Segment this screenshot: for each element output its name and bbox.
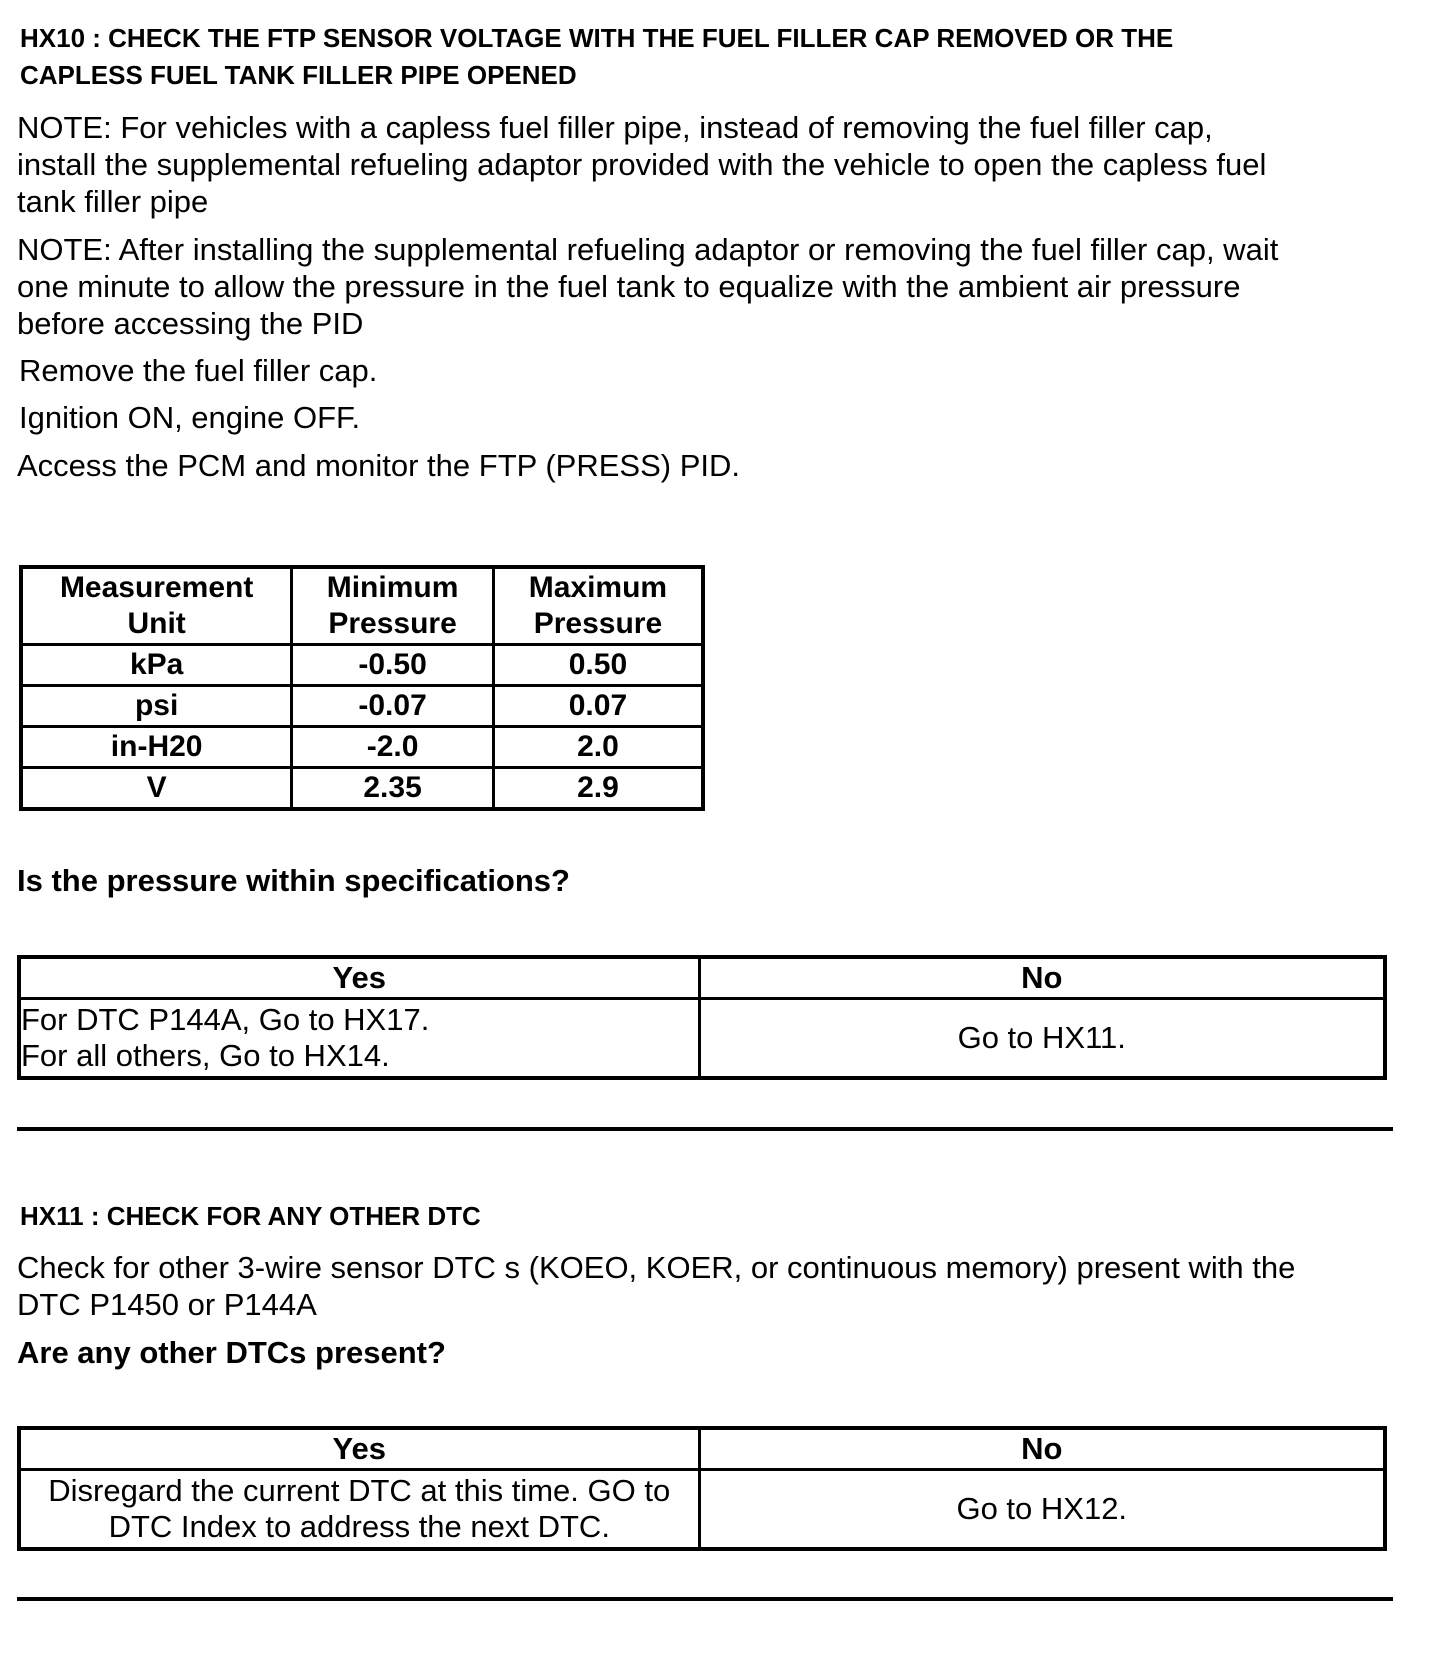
hx10-heading-line-1: HX10 : CHECK THE FTP SENSOR VOLTAGE WITH THE FUEL FILLER CAP REMOVED OR THE [20,23,1174,53]
hx10-step-access-pcm: Access the PCM and monitor the FTP (PRESS) PID. [17,448,741,483]
spec-unit-cell: V [21,768,292,810]
spec-max-cell: 2.0 [493,727,703,768]
yes-line: Disregard the current DTC at this time. GO to [48,1473,671,1508]
spec-min-cell: -0.07 [292,686,494,727]
hx11-body [17,1249,1295,1323]
spec-header-min [292,567,494,645]
hx10-note1-line: tank filler pipe [17,184,209,219]
section-divider [17,1597,1393,1601]
hx11-body-line: Check for other 3-wire sensor DTC s (KOEO, KOER, or continuous memory) present with the [17,1250,1296,1285]
pressure-spec-table [19,565,705,811]
spec-header-text: Measurement [59,571,254,604]
yes-line: For DTC P144A, Go to HX17. [21,1002,430,1037]
decision-row [19,1470,1385,1550]
section-divider [17,1127,1393,1131]
hx11-question: Are any other DTCs present? [17,1335,446,1370]
spec-header-text: Unit [127,607,186,640]
yes-cell [19,1470,699,1550]
no-header: No [699,957,1385,999]
hx10-heading-line-2: CAPLESS FUEL TANK FILLER PIPE OPENED [20,60,577,90]
hx10-note1-line: NOTE: For vehicles with a capless fuel filler pipe, instead of removing the fuel filler cap, [17,110,1213,145]
hx10-decision-table [17,955,1387,1080]
spec-header-unit [21,567,292,645]
spec-min-cell: -2.0 [292,727,494,768]
hx10-note1-line: install the supplemental refueling adaptor provided with the vehicle to open the capless fuel [17,147,1267,182]
no-cell: Go to HX12. [699,1470,1385,1550]
decision-row [19,999,1385,1079]
spec-header-text: Maximum [528,571,668,604]
spec-max-cell: 0.50 [493,645,703,686]
hx10-step-ignition: Ignition ON, engine OFF. [19,400,361,435]
hx10-question: Is the pressure within specifications? [17,863,570,898]
hx10-note2 [17,231,1278,342]
no-cell: Go to HX11. [699,999,1385,1079]
spec-max-cell: 0.07 [493,686,703,727]
hx11-heading: HX11 : CHECK FOR ANY OTHER DTC [20,1201,481,1231]
yes-header: Yes [19,957,699,999]
spec-min-cell: 2.35 [292,768,494,810]
table-row [21,768,703,810]
spec-unit-cell: kPa [21,645,292,686]
decision-header-row [19,957,1385,999]
yes-header: Yes [19,1428,699,1470]
spec-header-text: Pressure [533,607,663,640]
decision-header-row [19,1428,1385,1470]
hx11-decision-table [17,1426,1387,1551]
table-row [21,686,703,727]
spec-min-cell: -0.50 [292,645,494,686]
no-header: No [699,1428,1385,1470]
spec-header-text: Minimum [326,571,459,604]
table-row [21,727,703,768]
table-row [21,645,703,686]
yes-line: For all others, Go to HX14. [21,1038,390,1073]
hx10-note2-line: NOTE: After installing the supplemental refueling adaptor or removing the fuel filler cap, wait [17,232,1279,267]
hx11-body-line: DTC P1450 or P144A [17,1287,317,1322]
spec-header-text: Pressure [328,607,457,640]
hx10-note1 [17,109,1266,220]
spec-header-max [493,567,703,645]
spec-unit-cell: in-H20 [21,727,292,768]
spec-header-row [21,567,703,645]
hx10-note2-line: before accessing the PID [17,306,364,341]
hx10-step-remove-cap: Remove the fuel filler cap. [19,353,378,388]
yes-cell [19,999,699,1079]
spec-unit-cell: psi [21,686,292,727]
hx10-note2-line: one minute to allow the pressure in the fuel tank to equalize with the ambient air pressure [17,269,1241,304]
spec-max-cell: 2.9 [493,768,703,810]
yes-line: DTC Index to address the next DTC. [108,1509,610,1544]
